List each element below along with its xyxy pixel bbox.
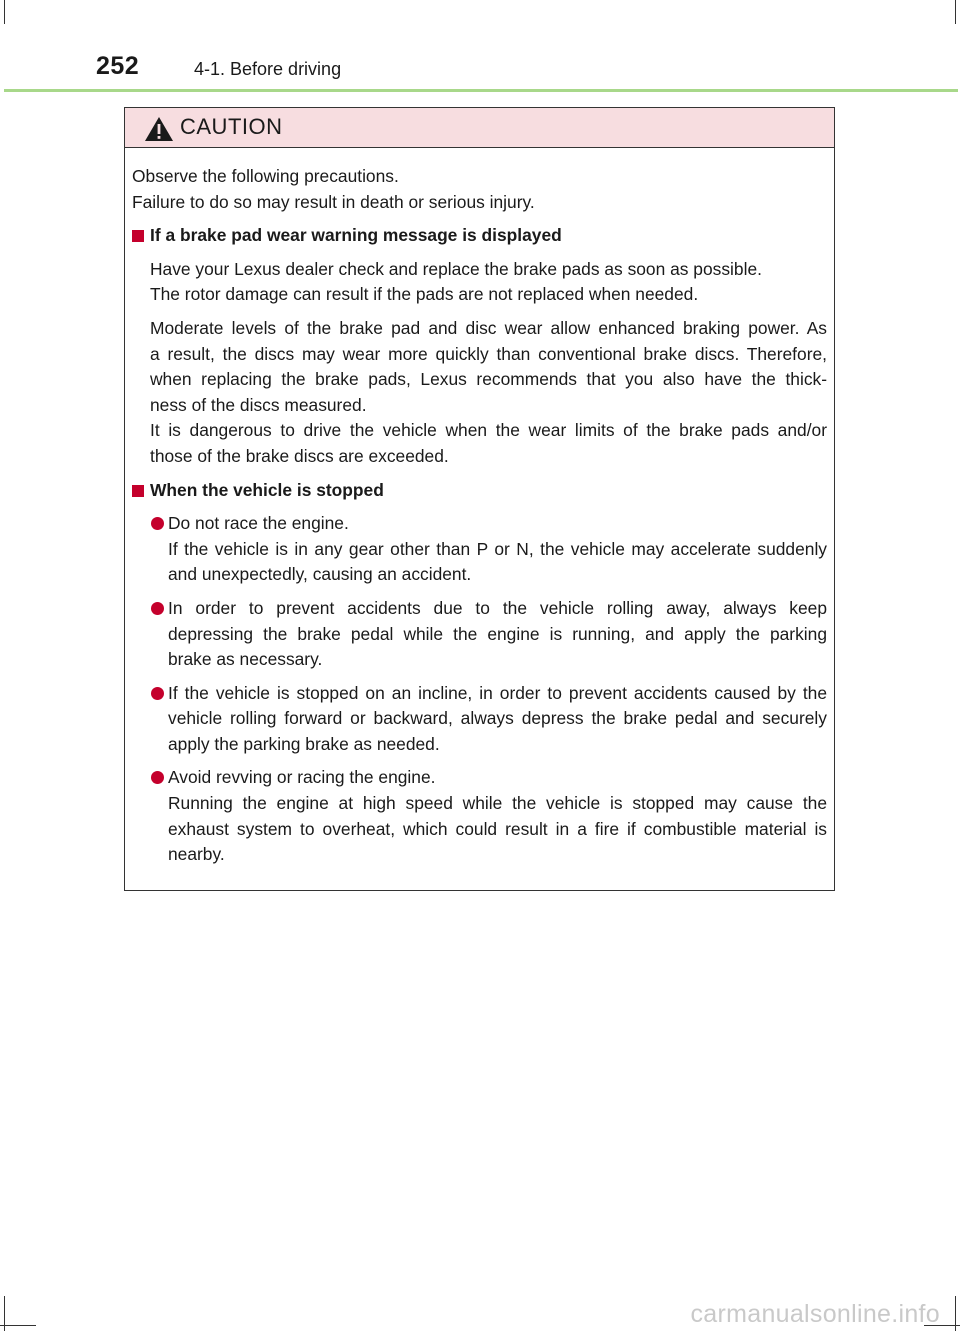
header-rule [4, 89, 958, 92]
list-item [132, 596, 827, 673]
list-item-line: vehicle rolling forward or backward, always depress the brake pedal and securely [168, 708, 827, 729]
list-item-line: nearby. [168, 844, 225, 865]
section-heading-text: When the vehicle is stopped [150, 479, 384, 500]
paragraph-line: Moderate levels of the brake pad and disc wear allow enhanced braking power. As [150, 317, 827, 338]
list-item-line: brake as necessary. [168, 649, 323, 670]
page-number: 252 [96, 52, 140, 80]
list-item-line: apply the parking brake as needed. [168, 733, 440, 754]
caution-box [124, 107, 835, 891]
section-heading [132, 478, 827, 504]
caution-header [125, 108, 834, 148]
paragraph-line: Have your Lexus dealer check and replace the brake pads as soon as possible. [150, 258, 762, 279]
caution-intro [132, 164, 827, 215]
list-item-line: Do not race the engine. [168, 513, 349, 534]
red-dot-icon [151, 771, 164, 784]
crop-mark [0, 1325, 36, 1326]
list-item [132, 511, 827, 588]
list-item-line: If the vehicle is in any gear other than P or N, the vehicle may accelerate suddenly [168, 538, 827, 559]
red-dot-icon [151, 687, 164, 700]
paragraph-line: The rotor damage can result if the pads are not replaced when needed. [150, 284, 699, 305]
paragraph-line: those of the brake discs are exceeded. [150, 445, 449, 466]
list-item-line: and unexpectedly, causing an accident. [168, 564, 472, 585]
paragraph-line: a result, the discs may wear more quickly than conventional brake discs. Therefore, [150, 343, 827, 364]
caution-body [125, 148, 834, 868]
crop-mark [4, 0, 5, 24]
list-item [132, 681, 827, 758]
red-square-icon [132, 230, 144, 242]
section-heading [132, 223, 827, 249]
paragraph [132, 316, 827, 470]
red-dot-icon [151, 517, 164, 530]
intro-line: Failure to do so may result in death or serious injury. [132, 191, 535, 212]
warning-triangle-icon [144, 116, 174, 142]
section-title: 4-1. Before driving [194, 59, 342, 79]
caution-title: CAUTION [180, 114, 283, 139]
red-dot-icon [151, 602, 164, 615]
red-square-icon [132, 485, 144, 497]
section-heading-text: If a brake pad wear warning message is displayed [150, 225, 562, 246]
crop-mark [955, 0, 956, 24]
list-item-line: Avoid revving or racing the engine. [168, 767, 436, 788]
list-item-line: If the vehicle is stopped on an incline, in order to prevent accidents caused by the [168, 682, 827, 703]
list-item-line: In order to prevent accidents due to the vehicle rolling away, always keep [168, 597, 827, 618]
paragraph [132, 257, 827, 308]
paragraph-line: It is dangerous to drive the vehicle when the wear limits of the brake pads and/or [150, 420, 827, 441]
list-item-line: exhaust system to overheat, which could result in a fire if combustible material is [168, 818, 827, 839]
page-header [96, 52, 856, 84]
list-item [132, 765, 827, 867]
paragraph-line: when replacing the brake pads, Lexus recommends that you also have the thick- [150, 369, 827, 390]
paragraph-line: ness of the discs measured. [150, 394, 367, 415]
list-item-line: depressing the brake pedal while the engine is running, and apply the parking [168, 623, 827, 644]
list-item-line: Running the engine at high speed while the vehicle is stopped may cause the [168, 793, 827, 814]
watermark: carmanualsonline.info [690, 1300, 940, 1328]
intro-line: Observe the following precautions. [132, 166, 399, 186]
